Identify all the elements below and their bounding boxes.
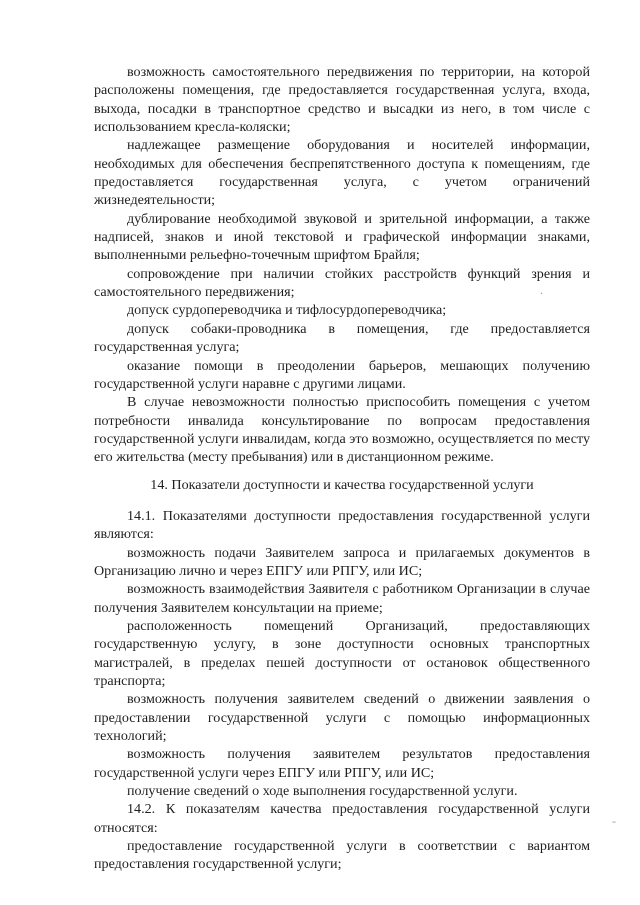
paragraph-results: возможность получения заявителем результатов предоставления государственной услуги через ЕПГУ или РПГУ, или ИС;: [94, 746, 590, 781]
paragraph-barrier-help: оказание помощи в преодолении барьеров, мешающих получению государственной услуги наравне с другими лицами.: [94, 357, 590, 392]
document-body: [94, 63, 590, 874]
paragraph-guide-dog: допуск собаки-проводника в помещения, где предоставляется государственная услуга;: [94, 320, 590, 356]
section-heading: 14. Показатели доступности и качества государственной услуги: [150, 476, 534, 493]
paragraph-equipment-placement: надлежащее размещение оборудования и носителей информации, необходимых для обеспечения беспрепятственного доступа к помещениям, где предоставляется государственная услуга, с учетом ограничений жизнедеятельности;: [94, 137, 590, 209]
paragraph-progress-info: получение сведений о ходе выполнения государственной услуги.: [127, 783, 518, 800]
scan-dash-mark: -: [612, 814, 616, 828]
paragraph-14-1-intro: 14.1. Показателями доступности предоставления государственной услуги являются:: [94, 507, 590, 543]
paragraph-escort: сопровождение при наличии стойких расстройств функций зрения и самостоятельного передвижения;: [94, 265, 590, 301]
paragraph-mobility: возможность самостоятельного передвижения по территории, на которой расположены помещения, где предоставляется государственная услуга, входа, выхода, посадки в транспортное средство и высадки из него, в том числе с использованием кресла-коляски;: [94, 64, 590, 136]
paragraph-submit-request: возможность подачи Заявителем запроса и прилагаемых документов в Организацию лично и через ЕПГУ или РПГУ, или ИС;: [94, 544, 590, 579]
paragraph-variant: предоставление государственной услуги в соответствии с вариантом предоставления государственной услуги;: [94, 838, 590, 873]
paragraph-status-info: возможность получения заявителем сведений о движении заявления о предоставлении государственной услуги с помощью информационных технологий;: [94, 691, 590, 745]
paragraph-interaction: возможность взаимодействия Заявителя с работником Организации в случае получения Заявителем консультации на приеме;: [94, 581, 590, 616]
scan-dot-mark: .: [540, 283, 543, 297]
paragraph-info-duplication: дублирование необходимой звуковой и зрительной информации, а также надписей, знаков и иной текстовой и графической информации знаками, выполненными рельефно-точечным шрифтом Брайля;: [94, 210, 590, 264]
paragraph-location: расположенность помещений Организаций, предоставляющих государственную услугу, в зоне доступности основных транспортных магистралей, в пределах пешей доступности от остановок общественного транспорта;: [94, 617, 590, 689]
paragraph-remote-consulting: В случае невозможности полностью приспособить помещения с учетом потребности инвалида консультирование по вопросам предоставления государственной услуги инвалидам, когда это возможно, осуществляется по месту его жительства (месту пребывания) или в дистанционном режиме.: [94, 394, 590, 466]
paragraph-14-2-intro: 14.2. К показателям качества предоставления государственной услуги относятся:: [94, 801, 590, 836]
paragraph-sign-interpreter: допуск сурдопереводчика и тифлосурдопереводчика;: [127, 302, 447, 319]
